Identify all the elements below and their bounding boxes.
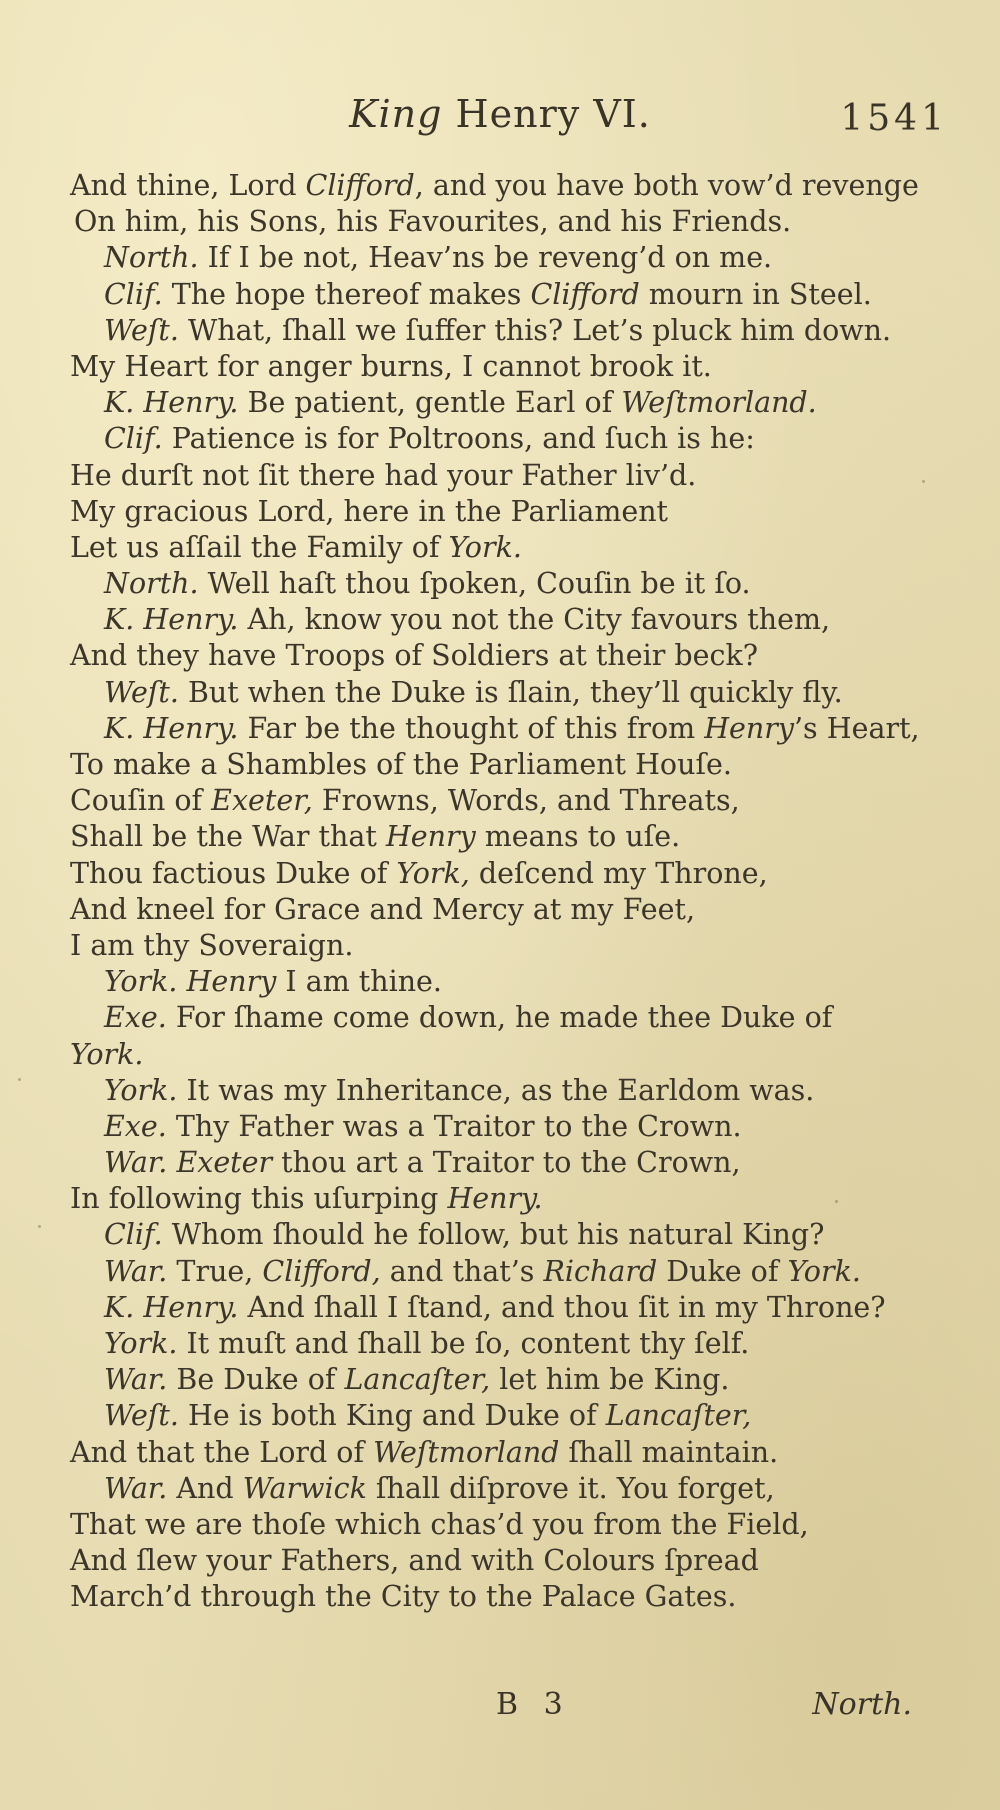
text-segment: deſcend my Throne, [469, 856, 768, 890]
text-segment: ſhall diſprove it. You forget, [366, 1471, 775, 1505]
text-line [0, 530, 1000, 566]
text-line [0, 856, 1000, 892]
text-line [0, 964, 1000, 1000]
text-segment: True, [167, 1254, 263, 1288]
text-line [0, 1181, 1000, 1217]
italic-segment: K. Henry. [104, 386, 239, 420]
text-line [0, 240, 1000, 276]
paper-speck [18, 1078, 21, 1081]
text-segment: In following this uſurping [70, 1182, 448, 1216]
text-segment: And [167, 1471, 243, 1505]
italic-segment: War. [104, 1363, 168, 1397]
italic-segment: York. [70, 1037, 144, 1071]
italic-segment: York. [787, 1254, 861, 1288]
italic-segment: Weſtmorland. [621, 386, 817, 420]
text-segment: My Heart for anger burns, I cannot brook it. [70, 349, 712, 383]
text-line [0, 892, 1000, 928]
text-segment: Be patient, gentle Earl of [238, 386, 622, 420]
text-line [0, 458, 1000, 494]
text-segment: Well haſt thou ſpoken, Couſin be it ſo. [198, 567, 751, 601]
text-segment: and that’s [380, 1254, 544, 1288]
page-footer [0, 1687, 1000, 1727]
italic-segment: York. [448, 530, 522, 564]
text-segment: To make a Shambles of the Parliament Houſe. [70, 748, 732, 781]
italic-segment: Clifford [530, 277, 640, 311]
italic-segment: Richard [543, 1254, 658, 1288]
text-line [0, 277, 1000, 313]
text-segment: I am thy Soveraign. [70, 928, 354, 962]
italic-segment: Clifford, [262, 1254, 381, 1288]
text-segment: That we are thoſe which chas’d you from the Field, [70, 1507, 809, 1541]
page-number: 1541 [840, 98, 948, 139]
italic-segment: Weſtmorland [373, 1435, 560, 1469]
text-segment: Ah, know you not the City favours them, [238, 603, 831, 637]
italic-segment: Henry [704, 711, 794, 745]
italic-segment: Weſt. [104, 675, 179, 709]
italic-segment: Warwick [242, 1471, 367, 1505]
paper-speck [38, 1225, 41, 1228]
text-line [0, 1037, 1000, 1073]
italic-segment: Exe. [104, 1109, 167, 1143]
text-line [0, 1000, 1000, 1036]
italic-segment: Henry [385, 820, 476, 854]
text-segment: , and you have both vow’d revenge [414, 169, 919, 202]
text-segment: Thy Father was a Traitor to the Crown. [166, 1109, 742, 1143]
text-line [0, 204, 1000, 240]
catchword: North. [812, 1687, 912, 1722]
text-segment: March’d through the City to the Palace Gates. [70, 1580, 737, 1614]
italic-segment: War. [104, 1254, 168, 1288]
italic-segment: Clifford [305, 169, 415, 202]
text-line [0, 1254, 1000, 1290]
italic-segment: Henry [186, 965, 277, 999]
text-segment [177, 965, 186, 998]
text-line [0, 928, 1000, 964]
text-segment: Let us aſſail the Family of [70, 530, 449, 564]
italic-segment: K. Henry. [104, 1290, 239, 1324]
text-line [0, 1507, 1000, 1543]
text-line [0, 313, 1000, 349]
italic-segment: Weſt. [104, 1399, 179, 1433]
running-head-text: Henry VI. [442, 92, 651, 136]
text-line [0, 783, 1000, 819]
text-line [0, 1145, 1000, 1181]
text-line [0, 675, 1000, 711]
italic-segment: Henry. [447, 1182, 543, 1216]
text-segment: thou art a Traitor to the Crown, [272, 1146, 741, 1180]
text-segment: means to uſe. [475, 820, 681, 854]
text-segment: ſhall maintain. [559, 1435, 779, 1469]
text-line [0, 1435, 1000, 1471]
text-segment: The hope thereof makes [162, 277, 531, 311]
text-segment: And ſlew your Fathers, and with Colours ſpread [70, 1544, 759, 1578]
text-segment: What, ſhall we ſuffer this? Let’s pluck him down. [178, 313, 892, 347]
text-line [0, 1471, 1000, 1507]
text-line [0, 1543, 1000, 1579]
italic-segment: York. [104, 1073, 178, 1107]
text-segment: He is both King and Duke of [178, 1399, 606, 1433]
italic-segment: Exeter, [211, 784, 313, 818]
text-segment: And ſhall I ſtand, and thou ſit in my Throne? [238, 1290, 886, 1324]
text-line [0, 1109, 1000, 1145]
text-segment: He durſt not ſit there had your Father liv’d. [70, 458, 697, 492]
text-line [0, 747, 1000, 783]
text-line [0, 566, 1000, 602]
text-line [0, 168, 1000, 204]
text-segment: Thou factious Duke of [70, 856, 397, 890]
text-segment: For ſhame come down, he made thee Duke of [166, 1001, 833, 1035]
text-segment: If I be not, Heav’ns be reveng’d on me. [198, 241, 773, 275]
text-segment: Patience is for Poltroons, and ſuch is he: [162, 422, 755, 456]
italic-segment: Clif. [104, 277, 163, 311]
text-segment: My gracious Lord, here in the Parliament [70, 494, 669, 528]
italic-segment: York, [396, 856, 470, 890]
text-line [0, 1073, 1000, 1109]
italic-segment: York. [104, 1327, 178, 1360]
italic-segment: Exeter [176, 1146, 273, 1180]
text-line [0, 1362, 1000, 1398]
text-segment: On him, his Sons, his Favourites, and his Friends. [74, 205, 792, 239]
text-line [0, 1290, 1000, 1326]
text-segment: It was my Inheritance, as the Earldom was. [177, 1073, 815, 1107]
italic-segment: K. Henry. [104, 711, 239, 745]
italic-segment: North. [104, 241, 199, 275]
text-line [0, 638, 1000, 674]
text-line [0, 494, 1000, 530]
text-segment: mourn in Steel. [639, 277, 872, 311]
text-segment: Couſin of [70, 784, 212, 818]
text-line [0, 711, 1000, 747]
paper-speck [835, 1200, 838, 1203]
text-segment: Far be the thought of this from [238, 711, 705, 745]
text-line [0, 1326, 1000, 1362]
text-segment: ’s Heart, [794, 711, 920, 745]
italic-segment: War. [104, 1471, 168, 1505]
italic-segment: War. [104, 1146, 168, 1180]
text-line [0, 1398, 1000, 1434]
text-line [0, 1579, 1000, 1615]
text-segment: And thine, Lord [70, 169, 306, 202]
italic-segment: Clif. [104, 422, 163, 456]
text-segment: And that the Lord of [70, 1435, 374, 1469]
text-line [0, 385, 1000, 421]
text-segment: But when the Duke is ſlain, they’ll quickly fly. [178, 675, 843, 709]
text-segment: Whom ſhould he follow, but his natural King? [162, 1218, 825, 1252]
text-segment: Duke of [657, 1254, 788, 1288]
text-line [0, 602, 1000, 638]
italic-segment: Exe. [104, 1001, 167, 1035]
italic-segment: Clif. [104, 1218, 163, 1252]
text-segment: And kneel for Grace and Mercy at my Feet, [70, 892, 696, 926]
text-line [0, 1217, 1000, 1253]
italic-segment: Lancaſter, [605, 1399, 752, 1433]
text-line [0, 421, 1000, 457]
italic-segment: York. [104, 965, 178, 999]
paper-speck [922, 480, 925, 483]
text-segment: And they have Troops of Soldiers at their beck? [70, 639, 759, 673]
text-line [0, 349, 1000, 385]
italic-segment: North. [104, 567, 199, 601]
signature-mark: B 3 [496, 1687, 571, 1722]
running-head-italic: King [349, 92, 443, 136]
text-segment: I am thine. [276, 965, 442, 999]
text-segment: Shall be the War that [70, 820, 386, 854]
text-segment: let him be King. [490, 1363, 730, 1397]
text-segment: Be Duke of [167, 1363, 345, 1397]
italic-segment: Lancaſter, [344, 1363, 491, 1397]
italic-segment: K. Henry. [104, 603, 239, 637]
text-segment: Frowns, Words, and Threats, [312, 784, 740, 818]
text-segment: It muſt and ſhall be ſo, content thy ſelf. [177, 1327, 750, 1360]
text-line [0, 819, 1000, 855]
italic-segment: Weſt. [104, 313, 179, 347]
play-text [0, 168, 1000, 1616]
